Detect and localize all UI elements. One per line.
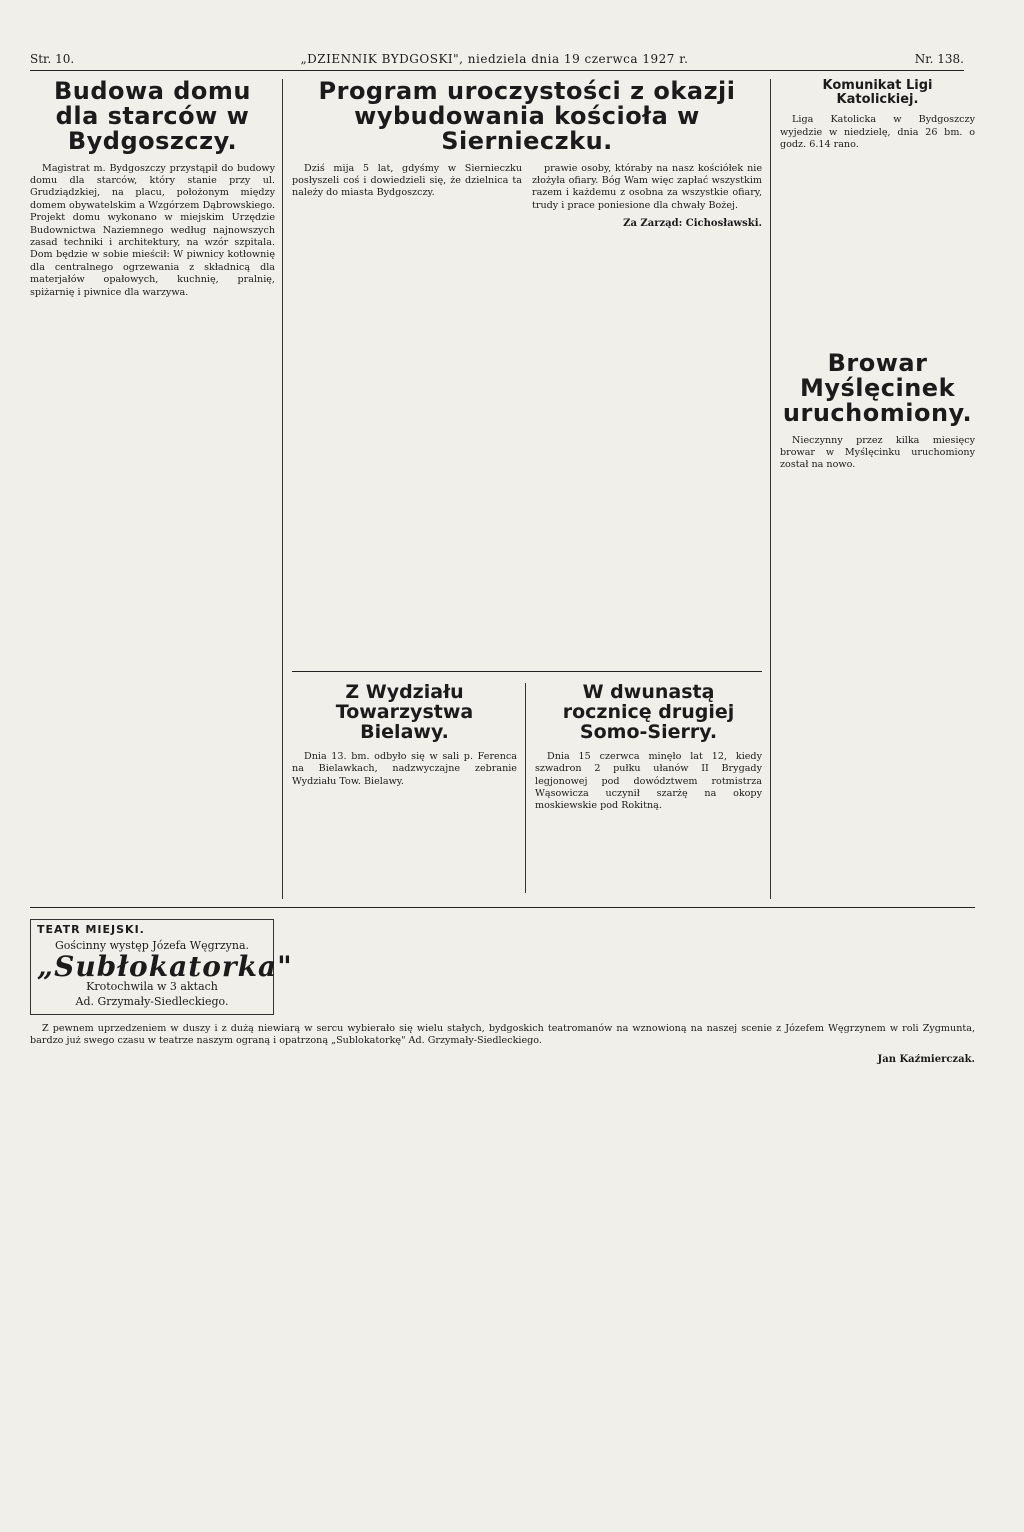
headline: Budowa domu dla starców w Bydgoszczy.	[53, 79, 252, 156]
section-label: TEATR MIEJSKI.	[37, 923, 145, 936]
article-text: Dnia 13. bm. odbyło się w sali p. Ferenca na Bielawkach, nadzwyczajne zebranie Wydziału Tow. Bielawy.	[292, 750, 517, 787]
subtitle: Gościnny występ Józefa Węgrzyna.	[54, 939, 250, 953]
article-text: Z pewnem uprzedzeniem w duszy i z dużą niewiarą w sercu wybierało się wielu stałych, bydgoskich teatromanów na wznowioną na naszej scenie z Józefem Węgrzynem w roli Zygmunta, bardzo już swego czasu w teatrze naszym ograną i opatrzoną „Sublokatorkę" Ad. Grzymały-Siedleckiego.	[30, 1023, 975, 1047]
masthead-title: „DZIENNIK BYDGOSKI", niedziela dnia 19 czerwca 1927 r.	[300, 52, 689, 66]
article-dom-starcow	[30, 79, 275, 879]
article-grid	[30, 71, 975, 1471]
headline: W dwunastą rocznicę drugiej Somo-Sierry.	[562, 683, 735, 743]
signature: Za Zarząd: Cichosławski.	[623, 218, 762, 230]
headline: Komunikat Ligi Katolickiej.	[822, 79, 933, 107]
play-title: „Subłokatorka"	[37, 949, 293, 983]
masthead	[30, 52, 964, 71]
theatre-header	[30, 919, 293, 1015]
article-browar	[780, 351, 975, 891]
genre: Krotochwila w 3 aktach	[86, 980, 218, 994]
headline: Z Wydziału Towarzystwa Bielawy.	[335, 683, 474, 743]
headline: Program uroczystości z okazji wybudowania kościoła w Siernieczku.	[318, 79, 736, 156]
issue-number: Nr. 138.	[914, 52, 964, 66]
article-text: Liga Katolicka w Bydgoszczy wyjedzie w niedzielę, dnia 26 bm. o godz. 6.14 rano.	[780, 114, 975, 151]
article-bielawy	[292, 683, 517, 893]
headline: Browar Myślęcinek uruchomiony.	[782, 351, 973, 428]
article-somosierra	[535, 683, 762, 893]
signature: Jan Kaźmierczak.	[877, 1053, 975, 1065]
article-text-2: prawie osoby, któraby na nasz kościółek nie złożyła ofiary. Bóg Wam więc zapłać wszystkim razem i każdemu z osobna za wszystkie ofiary, trudy i prace poniesione dla chwały Bożej.	[532, 162, 762, 211]
article-liga	[780, 79, 975, 339]
author: Ad. Grzymały-Siedleckiego.	[75, 994, 229, 1008]
article-text: Magistrat m. Bydgoszczy przystąpił do budowy domu dla starców, który stanie przy ul. Grudziądzkiej, na placu, położonym między domem obywatelskim a Wzgórzem Dąbrowskiego. Projekt domu wykonano w miejskim Urzędzie Budownictwa Naziemnego według najnowszych zasad techniki i architektury, na wzór szpitala. Dom będzie w sobie mieścił: W piwnicy kotłownię dla centralnego ogrzewania z składnicą dla materjałów opałowych, kuchnię, pralnię, spiżarnię i piwnice dla warzywa.	[30, 162, 275, 298]
article-text: Nieczynny przez kilka miesięcy browar w Myślęcinku uruchomiony został na nowo.	[780, 434, 975, 471]
article-text: Dziś mija 5 lat, gdyśmy w Siernieczku posłyszeli coś i dowiedzieli się, że dzielnica ta należy do miasta Bydgoszczy.	[292, 162, 522, 199]
article-program	[292, 79, 762, 659]
article-text: Dnia 15 czerwca minęło lat 12, kiedy szwadron 2 pułku ułanów II Brygady legjonowej pod dowództwem rotmistrza Wąsowicza uczynił szarżę na okopy moskiewskie pod Rokitną.	[535, 750, 762, 812]
page-number: Str. 10.	[30, 52, 75, 66]
article-teatr	[30, 919, 975, 1459]
